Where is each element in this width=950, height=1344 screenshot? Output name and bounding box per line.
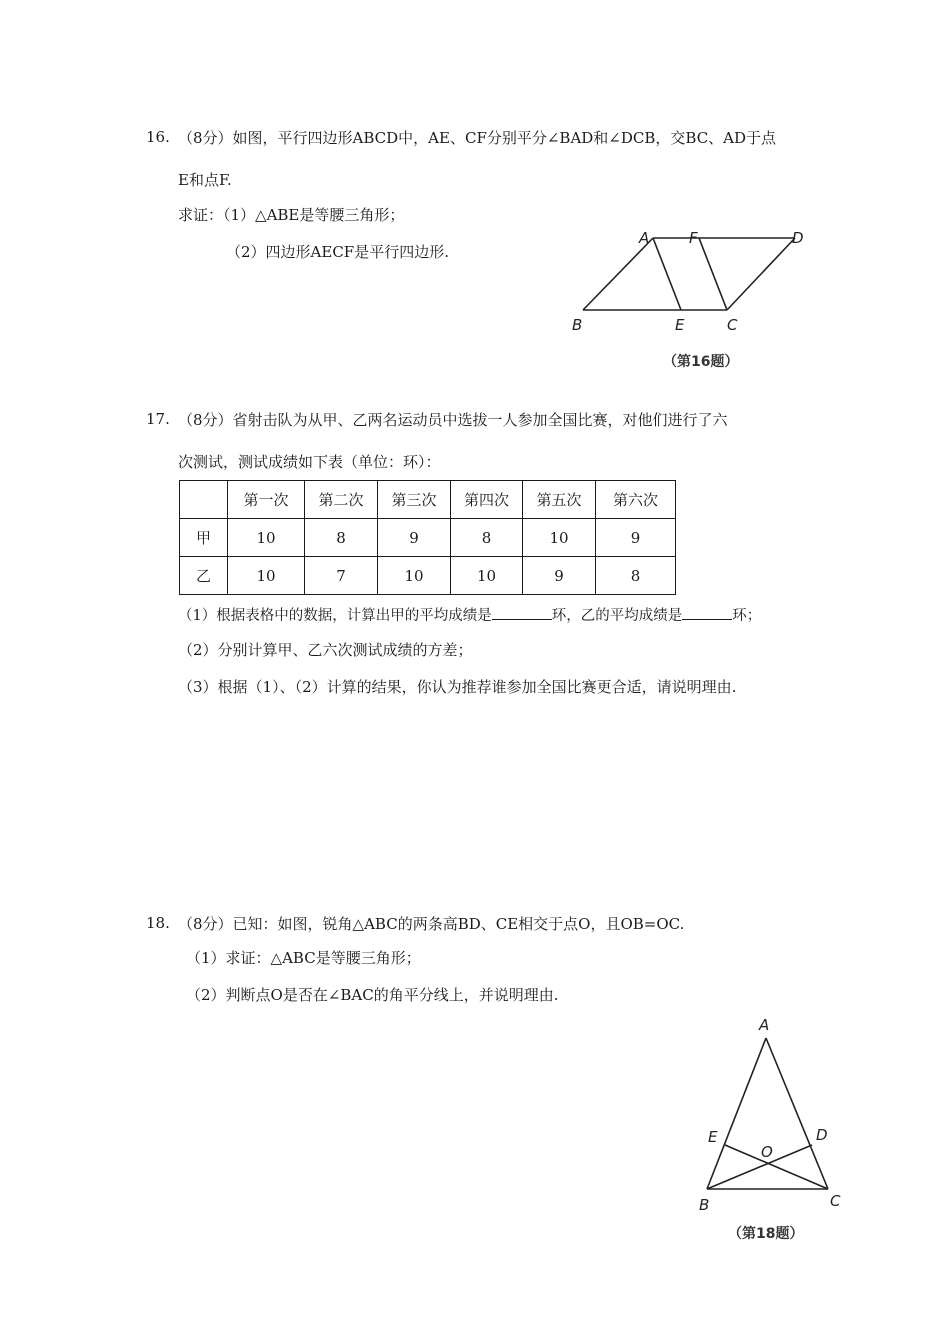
table-row-name: 甲 <box>180 519 228 557</box>
q16-label-e: E <box>675 316 685 334</box>
table-header-cell: 第二次 <box>305 481 378 519</box>
q16-part2: （2）四边形AECF是平行四边形. <box>226 243 449 261</box>
table-header-cell: 第五次 <box>523 481 596 519</box>
q18-triangle-figure <box>690 1012 860 1217</box>
table-cell: 8 <box>305 519 378 557</box>
q17-part1-text-b: 环，乙的平均成绩是 <box>551 608 683 624</box>
q16-line1: （8分）如图，平行四边形ABCD中，AE、CF分别平分∠BAD和∠DCB，交BC、AD于点 <box>178 129 777 147</box>
q17-answer-blank-yi[interactable] <box>682 605 732 620</box>
q16-label-b: B <box>572 316 583 334</box>
q18-label-o: O <box>761 1143 773 1161</box>
q18-label-e: E <box>708 1128 718 1146</box>
table-header-cell: 第三次 <box>378 481 451 519</box>
table-header-cell <box>180 481 228 519</box>
q18-label-d: D <box>816 1126 828 1144</box>
q17-part1 <box>178 605 761 626</box>
q16-parallelogram-figure <box>565 226 825 336</box>
table-row <box>180 557 676 595</box>
table-cell: 10 <box>378 557 451 595</box>
table-cell: 9 <box>378 519 451 557</box>
table-row <box>180 519 676 557</box>
q17-answer-blank-jia[interactable] <box>492 605 552 620</box>
q16-label-a: A <box>639 229 650 247</box>
table-row-name: 乙 <box>180 557 228 595</box>
table-cell: 10 <box>228 557 305 595</box>
q16-prove-label: 求证：（1）△ABE是等腰三角形； <box>178 206 405 224</box>
q16-number: 16. <box>146 128 170 146</box>
q17-part1-text-a: （1）根据表格中的数据，计算出甲的平均成绩是 <box>178 608 492 624</box>
q16-label-c: C <box>727 316 738 334</box>
table-cell: 8 <box>451 519 523 557</box>
q18-label-c: C <box>830 1192 841 1210</box>
table-header-cell: 第六次 <box>596 481 676 519</box>
table-header-cell: 第一次 <box>228 481 305 519</box>
q17-part2: （2）分别计算甲、乙六次测试成绩的方差； <box>178 641 473 659</box>
q18-label-b: B <box>699 1196 710 1214</box>
q18-number: 18. <box>146 914 170 932</box>
q17-part3: （3）根据（1）、（2）计算的结果，你认为推荐谁参加全国比赛更合适，请说明理由. <box>178 678 737 696</box>
q18-part1: （1）求证：△ABC是等腰三角形； <box>186 949 421 967</box>
q17-line1: （8分）省射击队为从甲、乙两名运动员中选拔一人参加全国比赛，对他们进行了六 <box>178 411 728 429</box>
q16-line2: E和点F. <box>178 171 232 189</box>
table-cell: 10 <box>523 519 596 557</box>
q18-label-a: A <box>759 1016 770 1034</box>
q17-line2: 次测试，测试成绩如下表（单位：环）： <box>178 453 441 471</box>
q17-number: 17. <box>146 410 170 428</box>
table-header-cell: 第四次 <box>451 481 523 519</box>
table-cell: 7 <box>305 557 378 595</box>
table-cell: 9 <box>596 519 676 557</box>
table-cell: 10 <box>228 519 305 557</box>
q18-caption: （第18题） <box>728 1226 804 1242</box>
table-cell: 10 <box>451 557 523 595</box>
table-cell: 8 <box>596 557 676 595</box>
q16-caption: （第16题） <box>663 354 739 370</box>
q17-part1-text-c: 环； <box>732 608 762 624</box>
q18-part2: （2）判断点O是否在∠BAC的角平分线上，并说明理由. <box>186 986 559 1004</box>
score-table <box>179 480 676 595</box>
table-header-row <box>180 481 676 519</box>
q16-label-f: F <box>689 229 698 247</box>
q18-line1: （8分）已知：如图，锐角△ABC的两条高BD、CE相交于点O，且OB=OC. <box>178 915 685 933</box>
table-cell: 9 <box>523 557 596 595</box>
q16-label-d: D <box>792 229 804 247</box>
